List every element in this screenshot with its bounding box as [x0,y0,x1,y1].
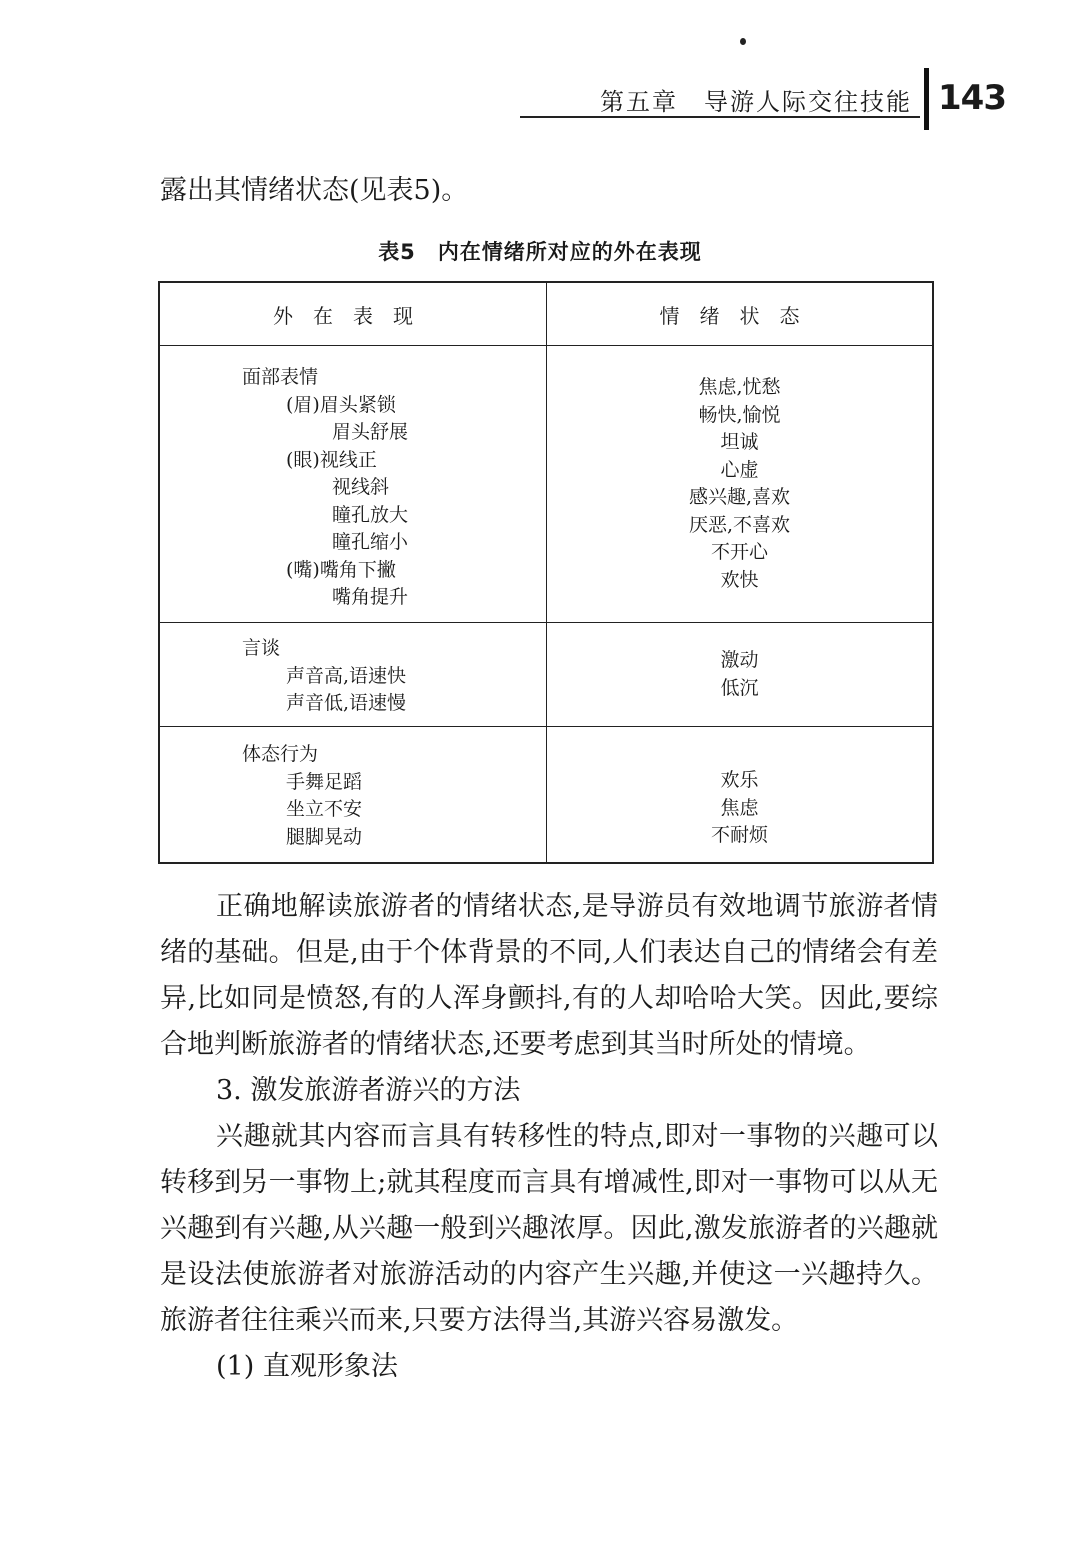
state-text: 感兴趣,喜欢 [688,486,791,508]
table-caption-number: 表5 [378,240,416,264]
body-section [160,884,938,1390]
table-row [159,727,933,863]
paragraph: 正确地解读旅游者的情绪状态,是导游员有效地调节旅游者情绪的基础。但是,由于个体背景的不同,人们表达自己的情绪会有差异,比如同是愤怒,有的人浑身颤抖,有的人却哈哈大笑。因此,要综合地判断旅游者的情绪状态,还要考虑到其当时所处的情境。 [160,891,938,1060]
state-text: 心虚 [720,458,759,481]
intro-line: 露出其情绪状态(见表5)。 [160,175,469,206]
line-text: 眉头舒展 [332,421,409,443]
category-label: 体态行为 [242,743,319,765]
state-text: 焦虑 [720,796,759,819]
emotion-table [158,281,934,864]
table-caption-title: 内在情绪所对应的外在表现 [437,240,702,264]
line-text: 嘴角下撇 [319,558,396,581]
running-header [520,76,920,118]
state-text: 欢乐 [720,769,759,791]
state-text: 厌恶,不喜欢 [688,513,791,536]
category-label: 言谈 [242,637,281,659]
line-text: 嘴角提升 [332,586,409,608]
line-text: 手舞足蹈 [286,770,363,793]
expression-cell [160,346,546,612]
line-text: 声音低,语速慢 [286,692,407,714]
expression-cell [160,623,546,718]
subsection-heading: (1) 直观形象法 [216,1351,398,1382]
line-text: 眉头紧锁 [319,393,396,416]
chapter-title: 第五章 导游人际交往技能 [600,88,912,116]
line-text: 瞳孔放大 [332,503,409,526]
state-text: 坦诚 [720,431,759,453]
line-text: 视线斜 [332,476,390,498]
state-text: 激动 [720,649,759,671]
table-header-row [159,282,933,346]
state-text: 不开心 [710,541,768,563]
state-text: 不耐烦 [710,824,768,846]
table-row [159,346,933,623]
line-text: 坐立不安 [286,798,363,820]
col-header-left: 外在表现 [273,303,433,328]
state-text: 畅快,愉悦 [698,403,781,426]
state-cell [547,346,932,594]
page-number: 143 [938,78,1006,118]
line-prefix: (嘴) [286,558,320,581]
paragraph: 兴趣就其内容而言具有转移性的特点,即对一事物的兴趣可以转移到另一事物上;就其程度而言具有增减性,即对一事物可以从无兴趣到有兴趣,从兴趣一般到兴趣浓厚。因此,激发旅游者的兴趣就是设法使旅游者对旅游活动的内容产生兴趣,并使这一兴趣持久。旅游者往往乘兴而来,只要方法得当,其游兴容易激发。 [160,1121,938,1336]
state-text: 低沉 [720,676,759,699]
table-row [159,623,933,727]
print-speck [740,38,746,45]
state-cell [547,727,932,850]
state-text: 焦虑,忧愁 [698,376,781,398]
table-caption [0,236,1080,266]
line-prefix: (眉) [286,393,320,416]
line-prefix: (眼) [286,448,320,471]
col-header-right: 情绪状态 [659,303,820,328]
state-cell [547,623,932,702]
section-heading: 3. 激发旅游者游兴的方法 [216,1075,521,1106]
state-text: 欢快 [720,568,759,591]
expression-cell [160,727,546,851]
line-text: 声音高,语速快 [286,664,407,687]
line-text: 瞳孔缩小 [332,531,409,553]
line-text: 视线正 [319,448,377,471]
line-text: 腿脚晃动 [286,825,363,848]
category-label: 面部表情 [242,366,319,388]
header-rule [924,68,929,130]
